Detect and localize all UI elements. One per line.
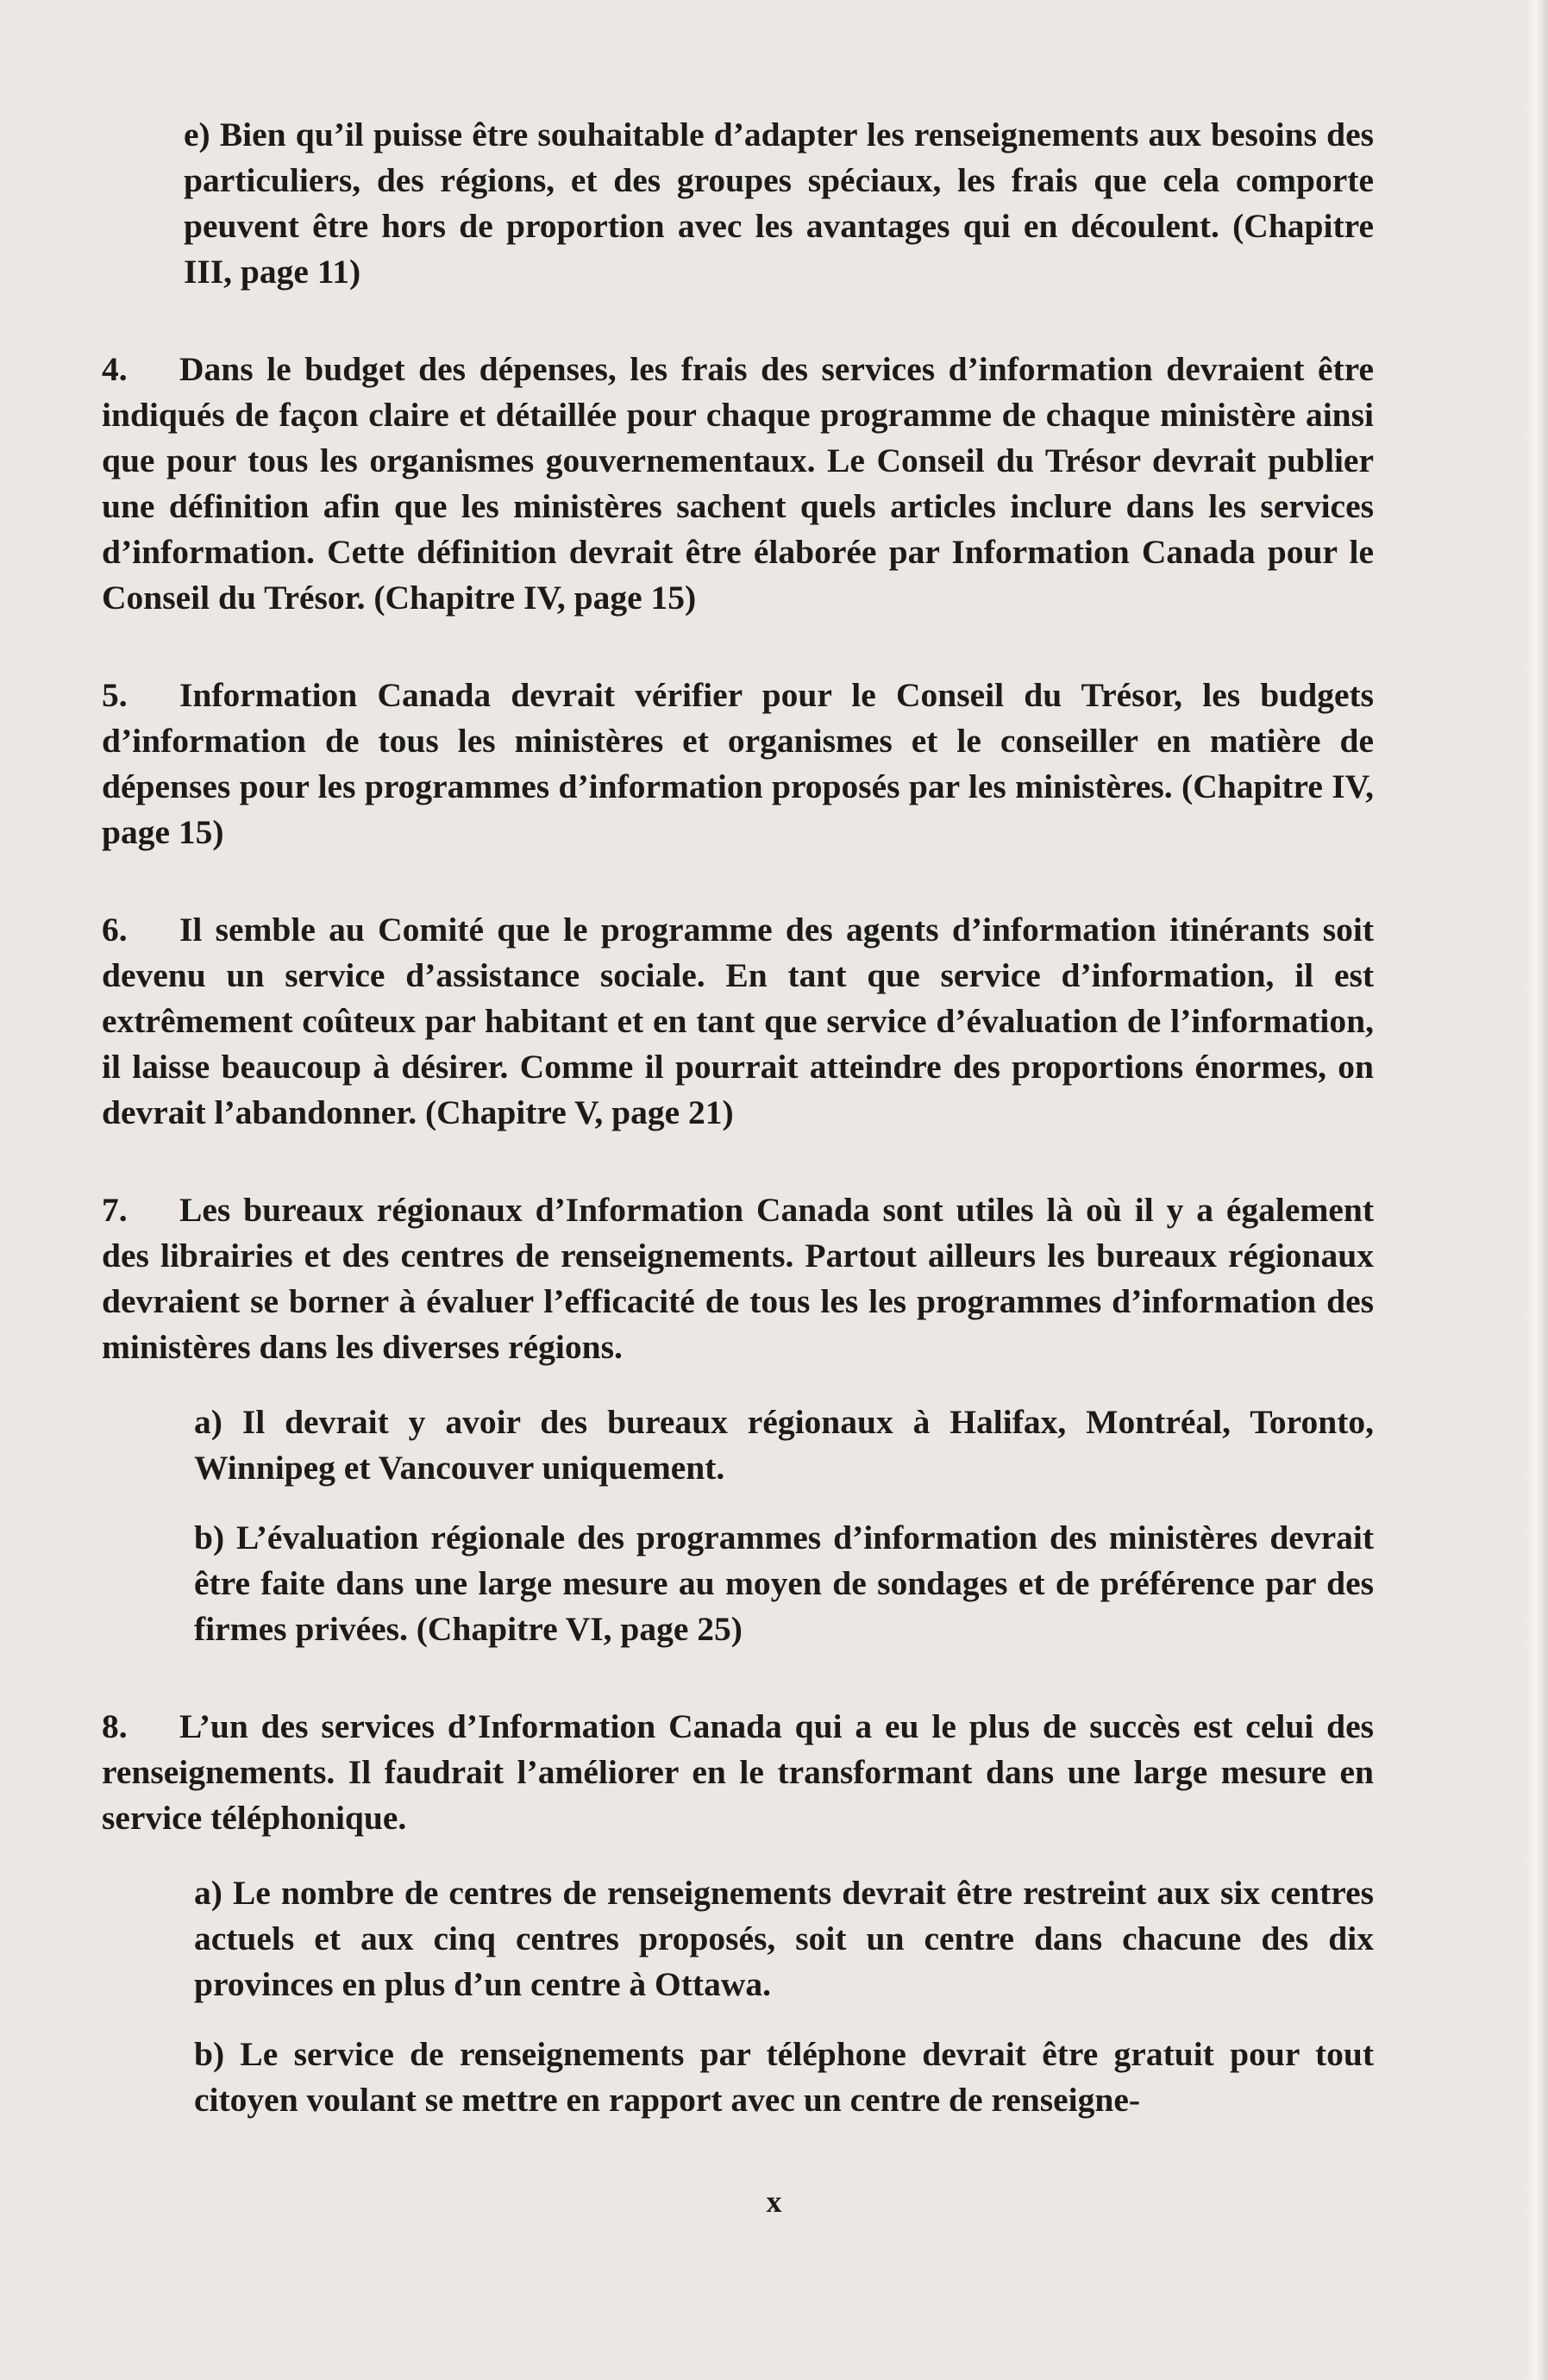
page-number: x xyxy=(766,2184,782,2219)
recommendation-5-text: Information Canada devrait vérifier pour le Conseil du Trésor, les budgets d’information de tous les ministères et organismes et le conseiller en matière de dépenses pour les programmes d’information proposés par les ministères. (Chapitre IV, page 15) xyxy=(102,676,1374,851)
recommendation-5 xyxy=(102,673,1374,855)
recommendation-4 xyxy=(102,347,1374,621)
recommendation-7-number: 7. xyxy=(102,1191,128,1229)
recommendation-7-main xyxy=(102,1187,1374,1370)
recommendation-8-number: 8. xyxy=(102,1707,128,1745)
recommendation-6 xyxy=(102,907,1374,1136)
recommendation-6-text: Il semble au Comité que le programme des agents d’information itinérants soit devenu un service d’assistance sociale. En tant que service d’information, il est extrêmement coûteux par habitant et en tant que service d’évaluation de l’information, il laisse beaucoup à désirer. Comme il pourrait atteindre des proportions énormes, on devrait l’abandonner. (Chapitre V, page 21) xyxy=(102,911,1374,1131)
recommendation-item-e xyxy=(184,112,1374,295)
page-edge xyxy=(1526,0,1548,2380)
recommendation-5-number: 5. xyxy=(102,676,128,714)
document-page xyxy=(102,112,1374,2175)
item-e-text: e) Bien qu’il puisse être souhaitable d’adapter les renseignements aux besoins des particuliers, des régions, et des groupes spéciaux, les frais que cela comporte peuvent être hors de proportion avec les avantages qui en découlent. (Chapitre III, page 11) xyxy=(184,116,1374,291)
recommendation-8-subitem-a: a) Le nombre de centres de renseignements devrait être restreint aux six centres actuels et aux cinq centres proposés, soit un centre dans chacune des dix provinces en plus d’un centre à Ottawa. xyxy=(194,1874,1374,2003)
recommendation-8 xyxy=(102,1704,1374,2123)
recommendation-6-number: 6. xyxy=(102,911,128,949)
recommendation-8-main xyxy=(102,1704,1374,1841)
recommendation-7-subitem-a: a) Il devrait y avoir des bureaux régionaux à Halifax, Montréal, Toronto, Winnipeg et Vancouver uniquement. xyxy=(194,1403,1374,1487)
recommendation-8-subitem-b: b) Le service de renseignements par téléphone devrait être gratuit pour tout citoyen voulant se mettre en rapport avec un centre de renseigne- xyxy=(194,2035,1374,2119)
recommendation-4-number: 4. xyxy=(102,350,128,388)
recommendation-7-text: Les bureaux régionaux d’Information Canada sont utiles là où il y a également des librairies et des centres de renseignements. Partout ailleurs les bureaux régionaux devraient se borner à évaluer l’efficacité de tous les les programmes d’information des ministères dans les diverses régions. xyxy=(102,1191,1374,1366)
recommendation-8-text: L’un des services d’Information Canada qui a eu le plus de succès est celui des renseignements. Il faudrait l’améliorer en le transformant dans une large mesure en service téléphonique. xyxy=(102,1707,1374,1837)
recommendation-4-text: Dans le budget des dépenses, les frais des services d’information devraient être indiqués de façon claire et détaillée pour chaque programme de chaque ministère ainsi que pour tous les organismes gouvernementaux. Le Conseil du Trésor devrait publier une définition afin que les ministères sachent quels articles inclure dans les services d’information. Cette définition devrait être élaborée par Information Canada pour le Conseil du Trésor. (Chapitre IV, page 15) xyxy=(102,350,1374,617)
recommendation-7-subitem-b: b) L’évaluation régionale des programmes d’information des ministères devrait être faite dans une large mesure au moyen de sondages et de préférence par des firmes privées. (Chapitre VI, page 25) xyxy=(194,1519,1374,1648)
recommendation-7 xyxy=(102,1187,1374,1652)
